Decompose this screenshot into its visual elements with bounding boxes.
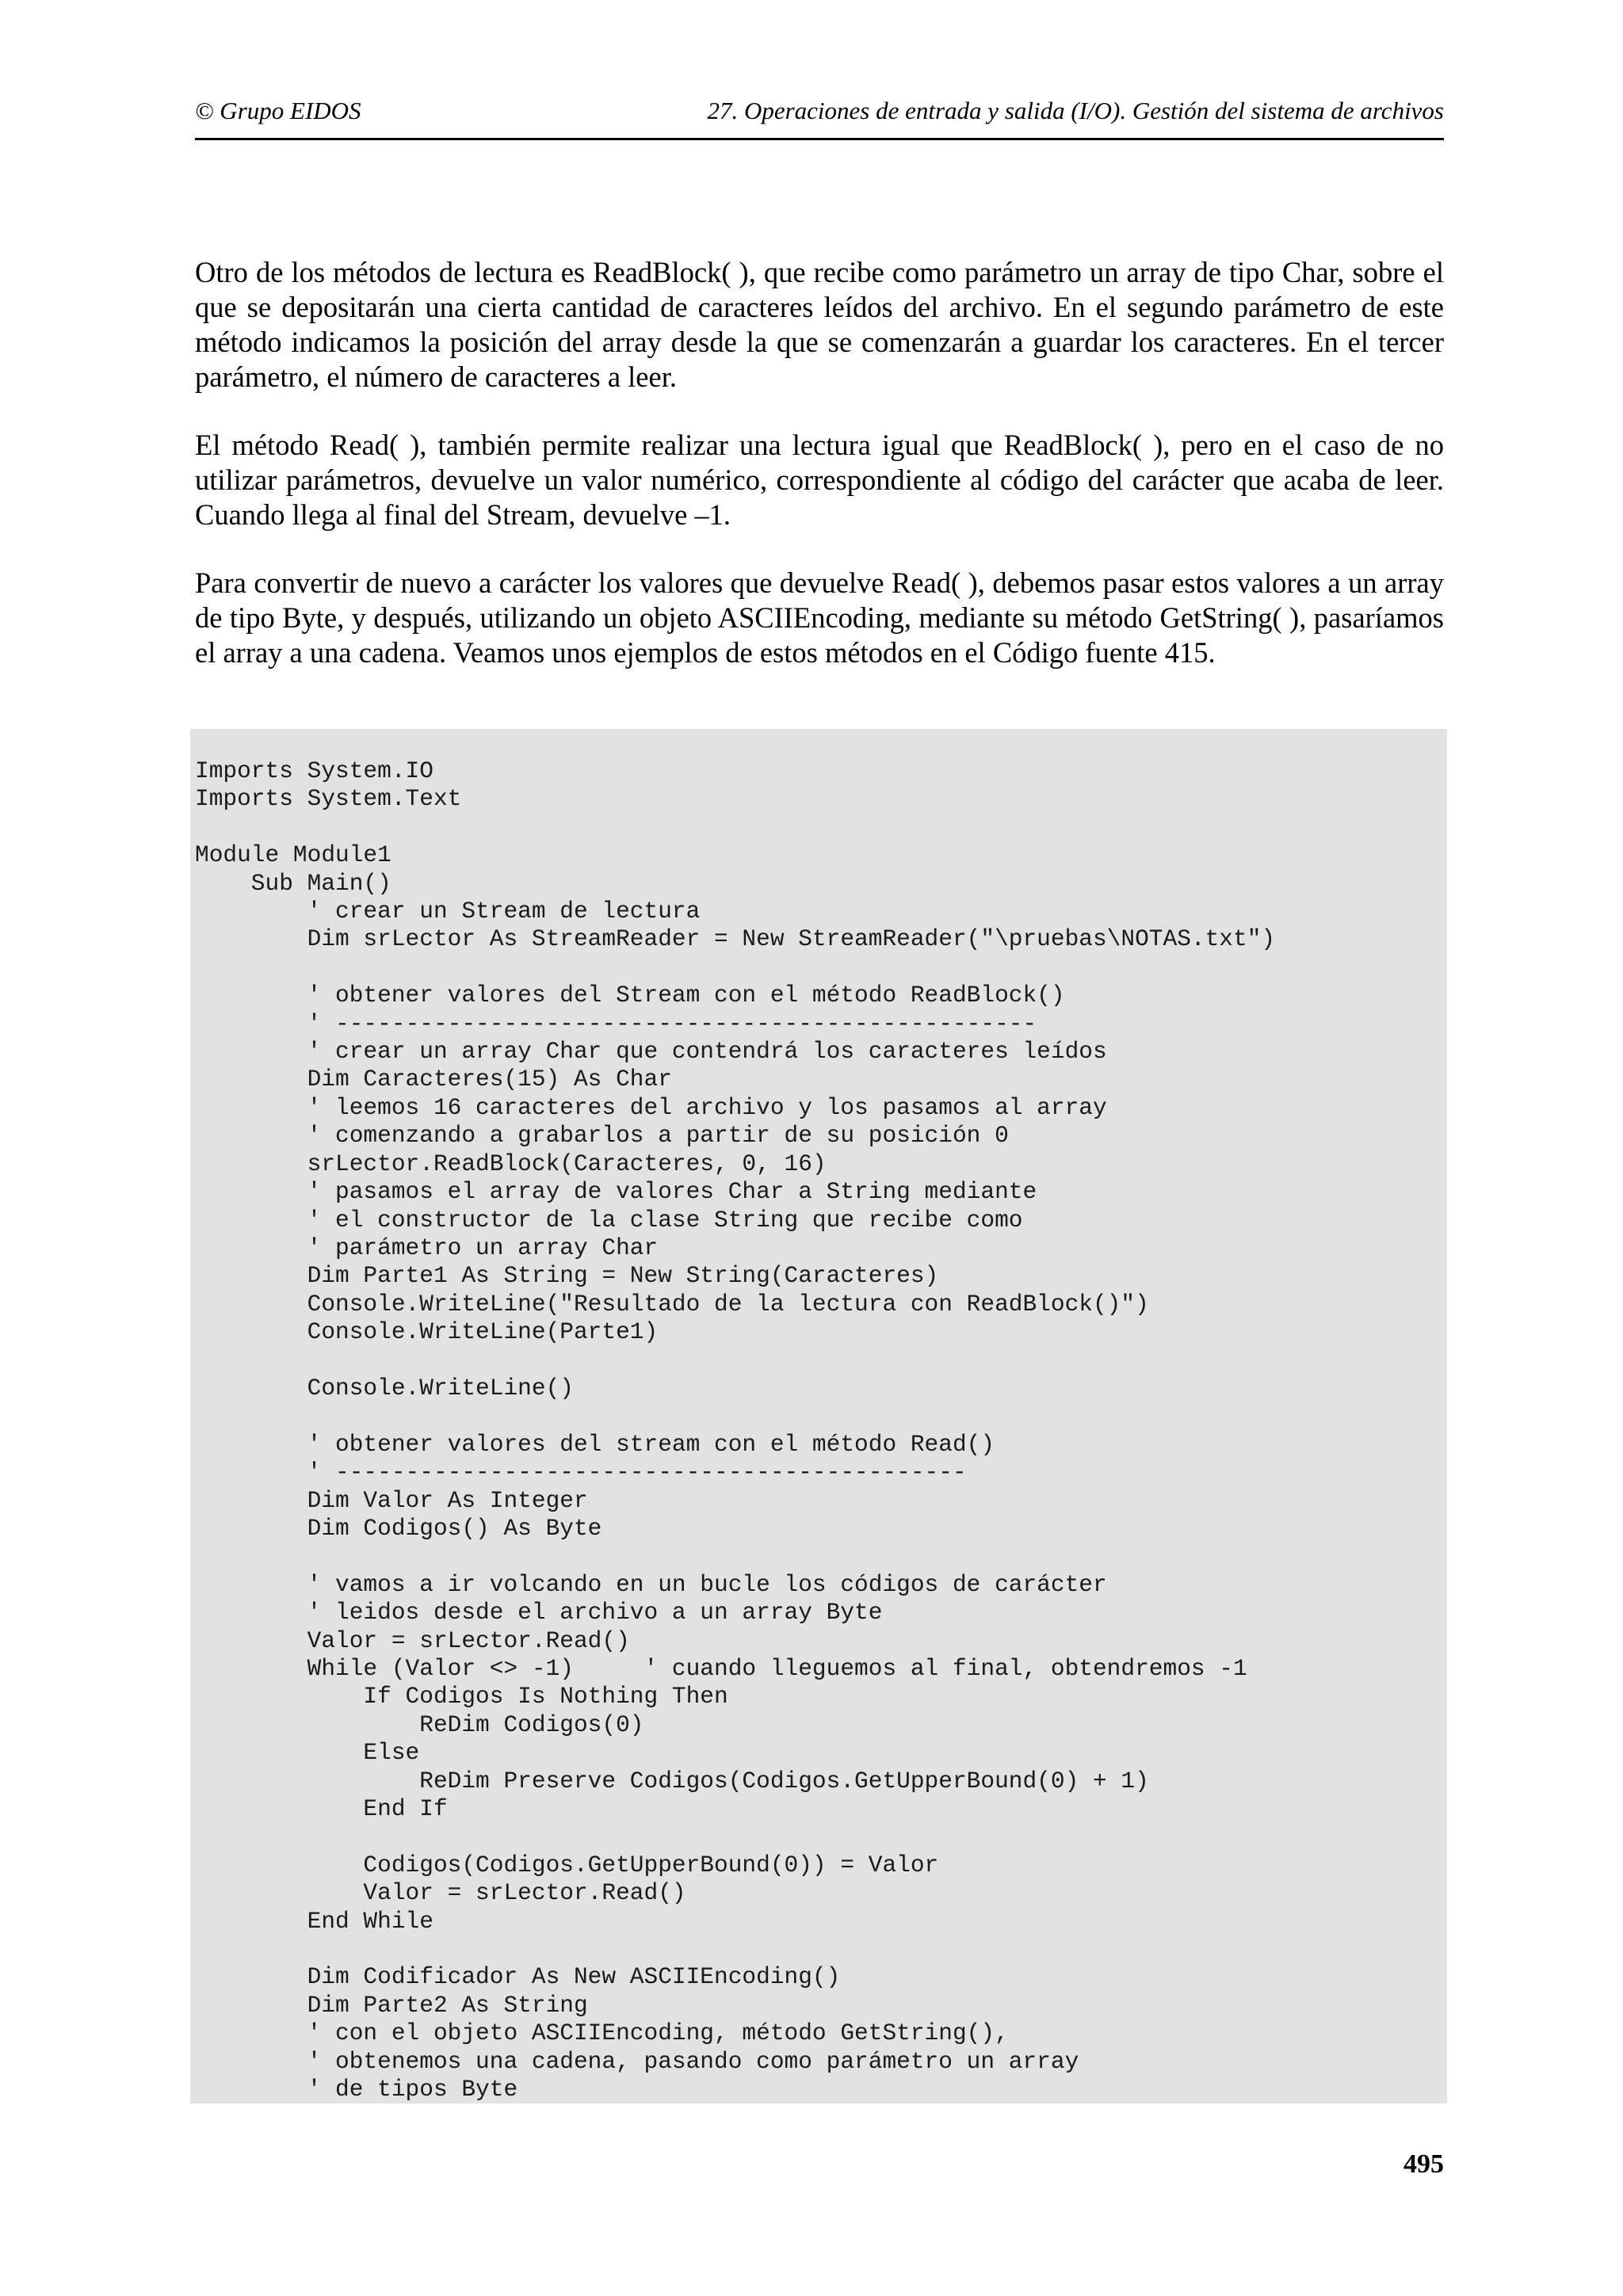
running-header: [195, 97, 1444, 140]
body-text: [195, 255, 1444, 704]
code-listing: [190, 729, 1447, 2103]
code-text: Imports System.IO Imports System.Text Module Module1 Sub Main() ' crear un Stream de lectura Dim srLector As StreamReader = New StreamReader("\pruebas\NOTAS.txt") ' obtener valores del Stream con el método ReadBlock() ' -------------------------------------------------- ' crear un array Char que contendrá los caracteres leídos Dim Caracteres(15) As Char ' leemos 16 caracteres del archivo y los pasamos al array ' comenzando a grabarlos a partir de su posición 0 srLector.ReadBlock(Caracteres, 0, 16) ' pasamos el array de valores Char a String mediante ' el constructor de la clase String que recibe como ' parámetro un array Char Dim Parte1 As String = New String(Caracteres) Console.WriteLine("Resultado de la lectura con ReadBlock()") Console.WriteLine(Parte1) Console.WriteLine() ' obtener valores del stream con el método Read() ' --------------------------------------------- Dim Valor As Integer Dim Codigos() As Byte ' vamos a ir volcando en un bucle los códigos de carácter ' leidos desde el archivo a un array Byte Valor = srLector.Read() While (Valor <> -1) ' cuando lleguemos al final, obtendremos -1 If Codigos Is Nothing Then ReDim Codigos(0) Else ReDim Preserve Codigos(Codigos.GetUpperBound(0) + 1) End If Codigos(Codigos.GetUpperBound(0)) = Valor Valor = srLector.Read() End While Dim Codificador As New ASCIIEncoding() Dim Parte2 As String ' con el objeto ASCIIEncoding, método GetString(), ' obtenemos una cadena, pasando como parámetro un array ' de tipos Byte: [195, 757, 1276, 2103]
page-number: 495: [1403, 2149, 1444, 2179]
header-publisher: © Grupo EIDOS: [195, 97, 361, 124]
paragraph-readblock: Otro de los métodos de lectura es ReadBlock( ), que recibe como parámetro un array de tipo Char, sobre el que se depositarán una cierta cantidad de caracteres leídos del archivo. En el segundo parámetro de este método indicamos la posición del array desde la que se comenzarán a guardar los caracteres. En el tercer parámetro, el número de caracteres a leer.: [195, 256, 1444, 393]
header-chapter-title: 27. Operaciones de entrada y salida (I/O). Gestión del sistema de archivos: [707, 97, 1444, 124]
paragraph-read: El método Read( ), también permite realizar una lectura igual que ReadBlock( ), pero en el caso de no utilizar parámetros, devuelve un valor numérico, correspondiente al código del carácter que acaba de leer. Cuando llega al final del Stream, devuelve –1.: [195, 429, 1444, 531]
paragraph-conversion: Para convertir de nuevo a carácter los valores que devuelve Read( ), debemos pasar estos valores a un array de tipo Byte, y después, utilizando un objeto ASCIIEncoding, mediante su método GetString( ), pasaríamos el array a una cadena. Veamos unos ejemplos de estos métodos en el Código fuente 415.: [195, 566, 1444, 669]
